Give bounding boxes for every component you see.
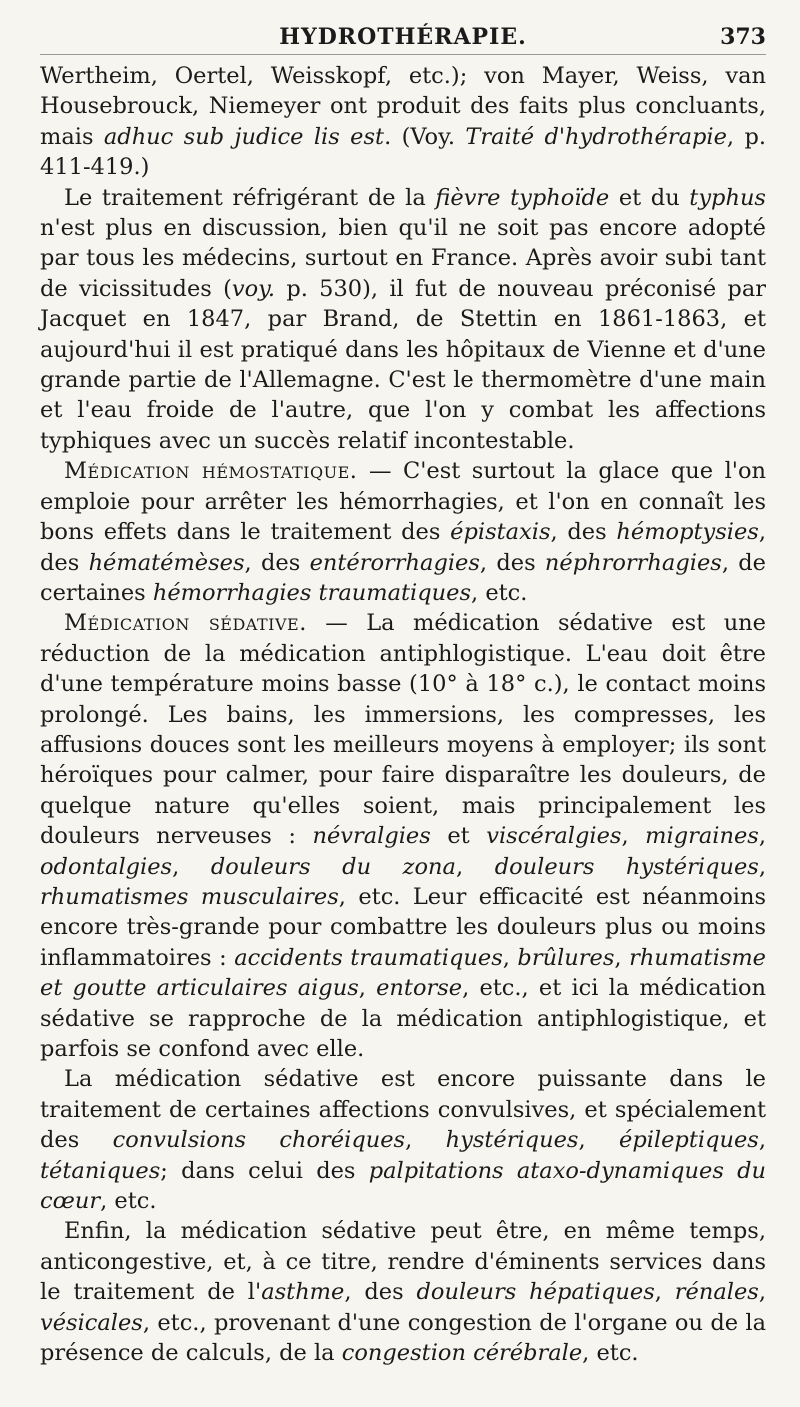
text-run: , etc. Leur efficacité est néanmoins encore très-grande pour combattre les douleurs plus ou moins inflammatoires : [40, 883, 766, 971]
text-run: — La médication sédative est une réduction de la médication antiphlogistique. L'eau doit être d'une température moins basse (10° à 18° c.), le contact moins prolongé. Les bains, les immersions, les compresses, les affusions douces sont les meilleurs moyens à employer; ils sont héroïques pour calmer, pour faire disparaître les douleurs, de quelque nature qu'elles soient, mais principalement les douleurs nerveuses : [40, 610, 766, 850]
text-run: , [614, 944, 630, 971]
italic-term: rhumatisme et goutte articulaires aigus [40, 944, 766, 1002]
text-run: ; dans celui des [160, 1157, 369, 1184]
italic-term: névralgies [312, 823, 431, 850]
text-run: , [758, 1127, 766, 1154]
italic-term: tétaniques [40, 1157, 161, 1184]
italic-term: épistaxis [450, 519, 551, 546]
text-run: , des [244, 549, 310, 576]
italic-term: migraines [645, 823, 759, 850]
italic-term: congestion cérébrale [341, 1340, 583, 1367]
text-run: , [502, 944, 518, 971]
text-run: , p. 411-419.) [40, 123, 766, 181]
text-run: , de certaines [40, 549, 766, 606]
italic-term: viscéralgies [486, 823, 622, 850]
italic-term: accidents traumatiques [234, 944, 503, 971]
section-heading: Médication sédative. [64, 610, 307, 637]
italic-term: brûlures [517, 944, 615, 971]
text-run: , etc. [100, 1188, 157, 1215]
paragraph [40, 183, 766, 457]
italic-term: Traité d'hydrothérapie [465, 123, 727, 150]
paragraph [40, 1216, 766, 1368]
page-number: 373 [720, 24, 766, 50]
italic-term: néphrorrhagies [544, 549, 722, 576]
italic-term: hystériques [445, 1127, 579, 1154]
text-run: , [358, 975, 377, 1002]
text-run: Wertheim, Oertel, Weisskopf, etc.); von Mayer, Weiss, van Housebrouck, Niemeyer ont produit des faits plus concluants, mais [40, 63, 766, 150]
text-run: , etc. [471, 579, 528, 606]
italic-term: adhuc sub judice lis est [103, 123, 385, 150]
italic-term: entérorrhagies [309, 549, 480, 576]
text-run: . (Voy. [384, 123, 466, 150]
text-run: , [758, 823, 766, 850]
italic-term: entorse [376, 975, 463, 1002]
page-header [40, 20, 766, 55]
paragraph [40, 608, 766, 1064]
italic-term: hématémèses [88, 549, 245, 576]
italic-term: épileptiques [619, 1127, 759, 1154]
body-text [40, 61, 766, 1368]
paragraph [40, 61, 766, 183]
italic-term: fièvre typhoïde [435, 184, 610, 211]
italic-term: vésicales [40, 1309, 143, 1336]
text-run: n'est plus en discussion, bien qu'il ne soit pas encore adopté par tous les médecins, surtout en France. Après avoir subi tant de vicissitudes ( [40, 215, 766, 302]
italic-term: rénales [674, 1279, 759, 1306]
text-run: , des [344, 1279, 417, 1306]
italic-term: convulsions choréiques [112, 1127, 406, 1154]
text-run: , des [550, 519, 617, 546]
text-run: , [578, 1127, 619, 1154]
text-run: , etc. [582, 1340, 639, 1367]
italic-term: typhus [689, 184, 766, 211]
paragraph [40, 456, 766, 608]
text-run: , etc., provenant d'une congestion de l'organe ou de la présence de calculs, de la [40, 1309, 766, 1367]
italic-term: hémoptysies [616, 519, 759, 546]
running-head: HYDROTHÉRAPIE. [279, 24, 527, 50]
text-run: , des [479, 549, 545, 576]
text-run: et du [609, 184, 690, 211]
italic-term: asthme [261, 1279, 345, 1306]
text-run: , des [40, 519, 766, 576]
italic-term: douleurs hépatiques [416, 1279, 655, 1306]
italic-term: rhumatismes musculaires [40, 883, 339, 910]
text-run: p. 530), il fut de nouveau préconisé par Jacquet en 1847, par Brand, de Stettin en 1861-1863, et aujourd'hui il est pratiqué dans les hôpitaux de Vienne et d'une grande partie de l'Allemagne. C'est le thermomètre d'une main et l'eau froide de l'autre, que l'on y combat les affections typhiques avec un succès relatif incontestable. [40, 275, 767, 454]
text-run: , [621, 823, 646, 850]
text-run: et [430, 823, 487, 850]
text-run: , [405, 1127, 446, 1154]
text-run: , [654, 1279, 675, 1306]
italic-term: hémorrhagies traumatiques [152, 579, 472, 606]
section-heading: Médication hémostatique. [64, 458, 358, 485]
text-run: La médication sédative est encore puissante dans le traitement de certaines affections convulsives, et spécialement des [40, 1066, 766, 1154]
italic-term: douleurs du zona [210, 853, 456, 880]
text-run: Enfin, la médication sédative peut être, en même temps, anticongestive, et, à ce titre, rendre d'éminents services dans le traitement de l' [40, 1218, 766, 1306]
italic-term: odontalgies [40, 853, 173, 880]
text-run: , [455, 853, 495, 880]
text-run: — C'est surtout la glace que l'on emploie pour arrêter les hémorrhagies, et l'on en connaît les bons effets dans le traitement des [40, 458, 766, 546]
italic-term: palpitations ataxo-dynamiques du cœur [40, 1157, 766, 1215]
text-run: , [172, 853, 211, 880]
paragraph [40, 1064, 766, 1216]
text-run: , etc., et ici la médication sédative se rapproche de la médication antiphlogistique, et parfois se confond avec elle. [40, 975, 766, 1062]
text-run: Le traitement réfrigérant de la [64, 184, 436, 211]
italic-term: douleurs hystériques [494, 853, 759, 880]
text-run: , [758, 853, 766, 880]
text-run: , [758, 1279, 766, 1306]
italic-term: voy. [231, 275, 276, 302]
